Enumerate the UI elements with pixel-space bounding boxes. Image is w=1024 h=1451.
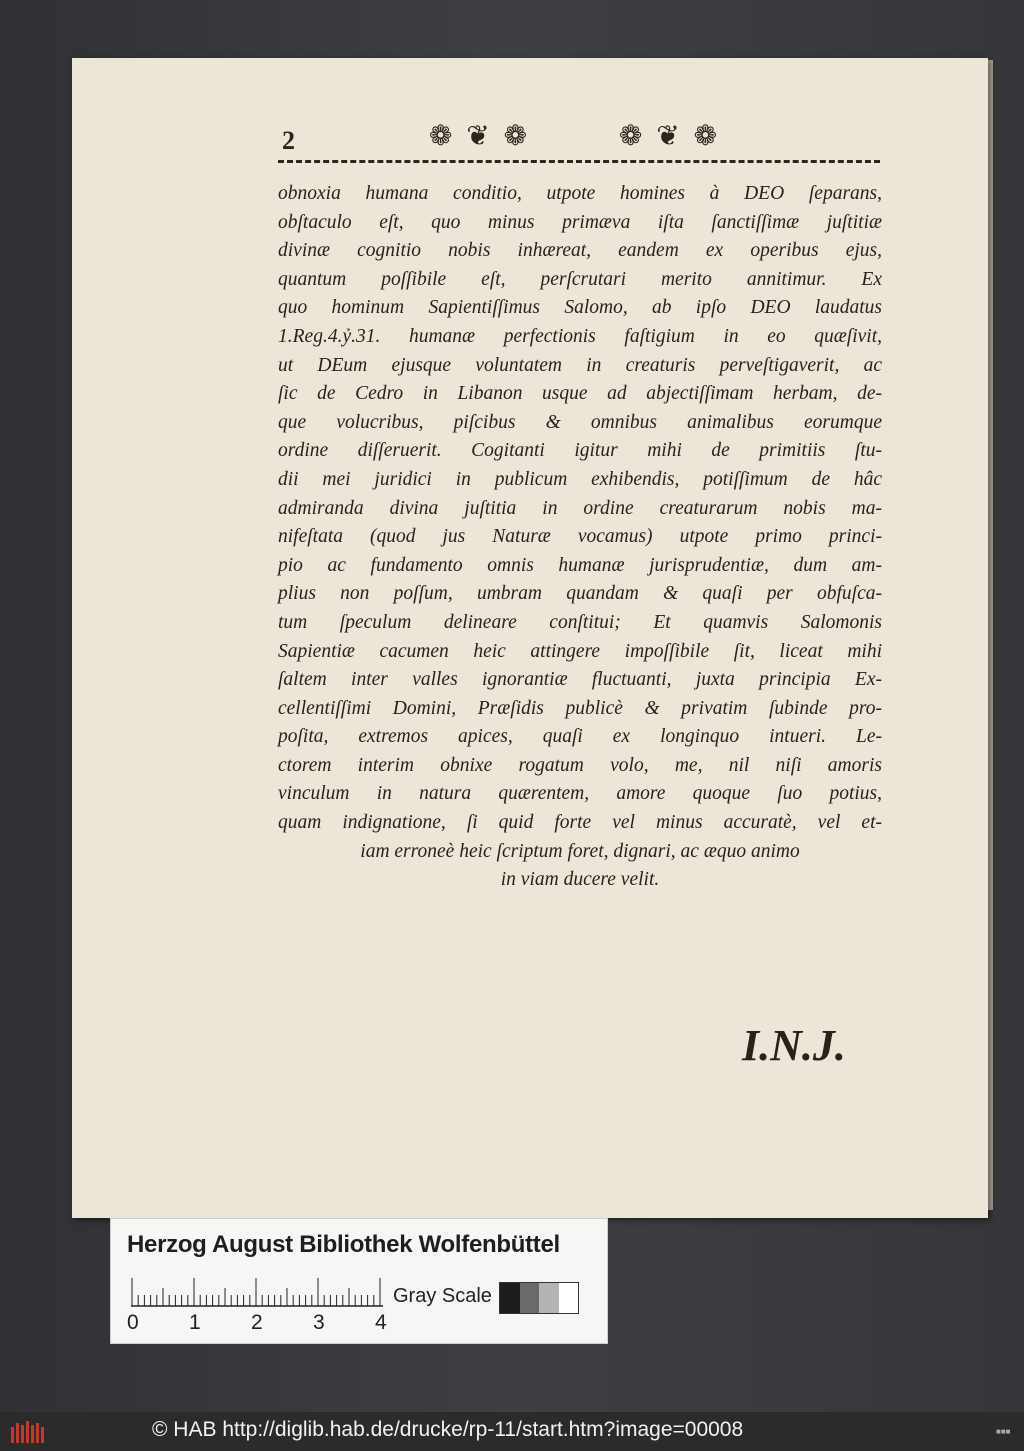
color-calibration-card (110, 1218, 608, 1344)
ruler-label: 3 (313, 1311, 325, 1334)
text-line: ſic de Cedro in Libanon usque ad abjectiſſimam herbam, de- (278, 383, 882, 405)
text-line: admiranda divina juſtitia in ordine creaturarum nobis ma- (278, 497, 882, 519)
text-line: tum ſpeculum delineare conſtitui; Et quamvis Salomonis (278, 611, 882, 633)
footer-dots: ■■■ (996, 1427, 1011, 1436)
text-line: que volucribus, piſcibus & omnibus animalibus eorumque (278, 411, 882, 433)
text-line: quo hominum Sapientiſſimus Salomo, ab ipſo DEO laudatus (278, 297, 882, 319)
text-line: ordine diſſeruerit. Cogitanti igitur mihi de primitiis ſtu- (278, 440, 882, 462)
hab-logo-icon (10, 1421, 46, 1443)
ruler-label: 4 (375, 1311, 387, 1334)
gray-swatch (520, 1283, 540, 1313)
text-line: poſita, extremos apices, quaſi ex longinquo intueri. Le- (278, 726, 882, 748)
text-line: ſaltem inter valles ignorantiæ fluctuanti, juxta principia Ex- (278, 669, 882, 691)
ruler-label: 1 (189, 1311, 201, 1334)
body-text (278, 180, 882, 895)
text-line: cellentiſſimi Domini, Præſidis publicè & privatim ſubinde pro- (278, 697, 882, 719)
ruler-label: 2 (251, 1311, 263, 1334)
text-line: ut DEum ejusque voluntatem in creaturis perveſtigaverit, ac (278, 354, 882, 376)
text-line: iam erroneè heic ſcriptum foret, dignari, ac æquo animo (360, 840, 800, 862)
text-line: dii mei juridici in publicum exhibendis, potiſſimum de hâc (278, 468, 882, 490)
copyright-url[interactable]: © HAB http://diglib.hab.de/drucke/rp-11/start.htm?image=00008 (152, 1418, 744, 1441)
text-line: pio ac fundamento omnis humanæ jurisprudentiæ, dum am- (278, 554, 882, 576)
text-line: 1.Reg.4.ỷ.31. humanæ perfectionis faſtigium in eo quæſivit, (278, 325, 882, 347)
gray-swatch (500, 1283, 520, 1313)
gray-swatch (559, 1283, 579, 1313)
text-line: quantum poſſibile eſt, perſcrutari merito annitimur. Ex (278, 268, 882, 290)
signature-monogram: I.N.J. (742, 1021, 846, 1070)
text-line: nifeſtata (quod jus Naturæ vocamus) utpote primo princi- (278, 526, 882, 548)
gray-scale-label: Gray Scale (393, 1285, 492, 1307)
text-line: Sapientiæ cacumen heic attingere impoſſibile ſit, liceat mihi (278, 640, 882, 662)
ruler-labels (121, 1311, 391, 1339)
library-name: Herzog August Bibliothek Wolfenbüttel (127, 1231, 560, 1258)
footer-bar (0, 1412, 1024, 1451)
ornament-icon: ❁ ❦ ❁ (618, 121, 718, 152)
text-line: obſtaculo eſt, quo minus primæva iſta ſanctiſſimæ juſtitiæ (278, 211, 882, 233)
ruler-icon (131, 1277, 383, 1307)
text-line: quam indignatione, ſi quid forte vel minus accuratè, vel et- (278, 812, 882, 834)
text-line: vinculum in natura quærentem, amore quoque ſuo potius, (278, 783, 882, 805)
text-line: obnoxia humana conditio, utpote homines à DEO ſeparans, (278, 183, 882, 204)
text-line: plius non poſſum, umbram quandam & quaſi per obfuſca- (278, 583, 882, 605)
text-line: in viam ducere velit. (500, 869, 660, 891)
gray-swatch (539, 1283, 559, 1313)
header-rule (278, 160, 880, 163)
page-number: 2 (282, 126, 295, 155)
text-line: ctorem interim obnixe rogatum volo, me, nil niſi amoris (278, 754, 882, 776)
gray-scale-swatches (499, 1282, 579, 1314)
ornament-icon: ❁ ❦ ❁ (428, 121, 528, 152)
ruler-label: 0 (127, 1311, 139, 1334)
text-line: divinæ cognitio nobis inhæreat, eandem ex operibus ejus, (278, 240, 882, 262)
